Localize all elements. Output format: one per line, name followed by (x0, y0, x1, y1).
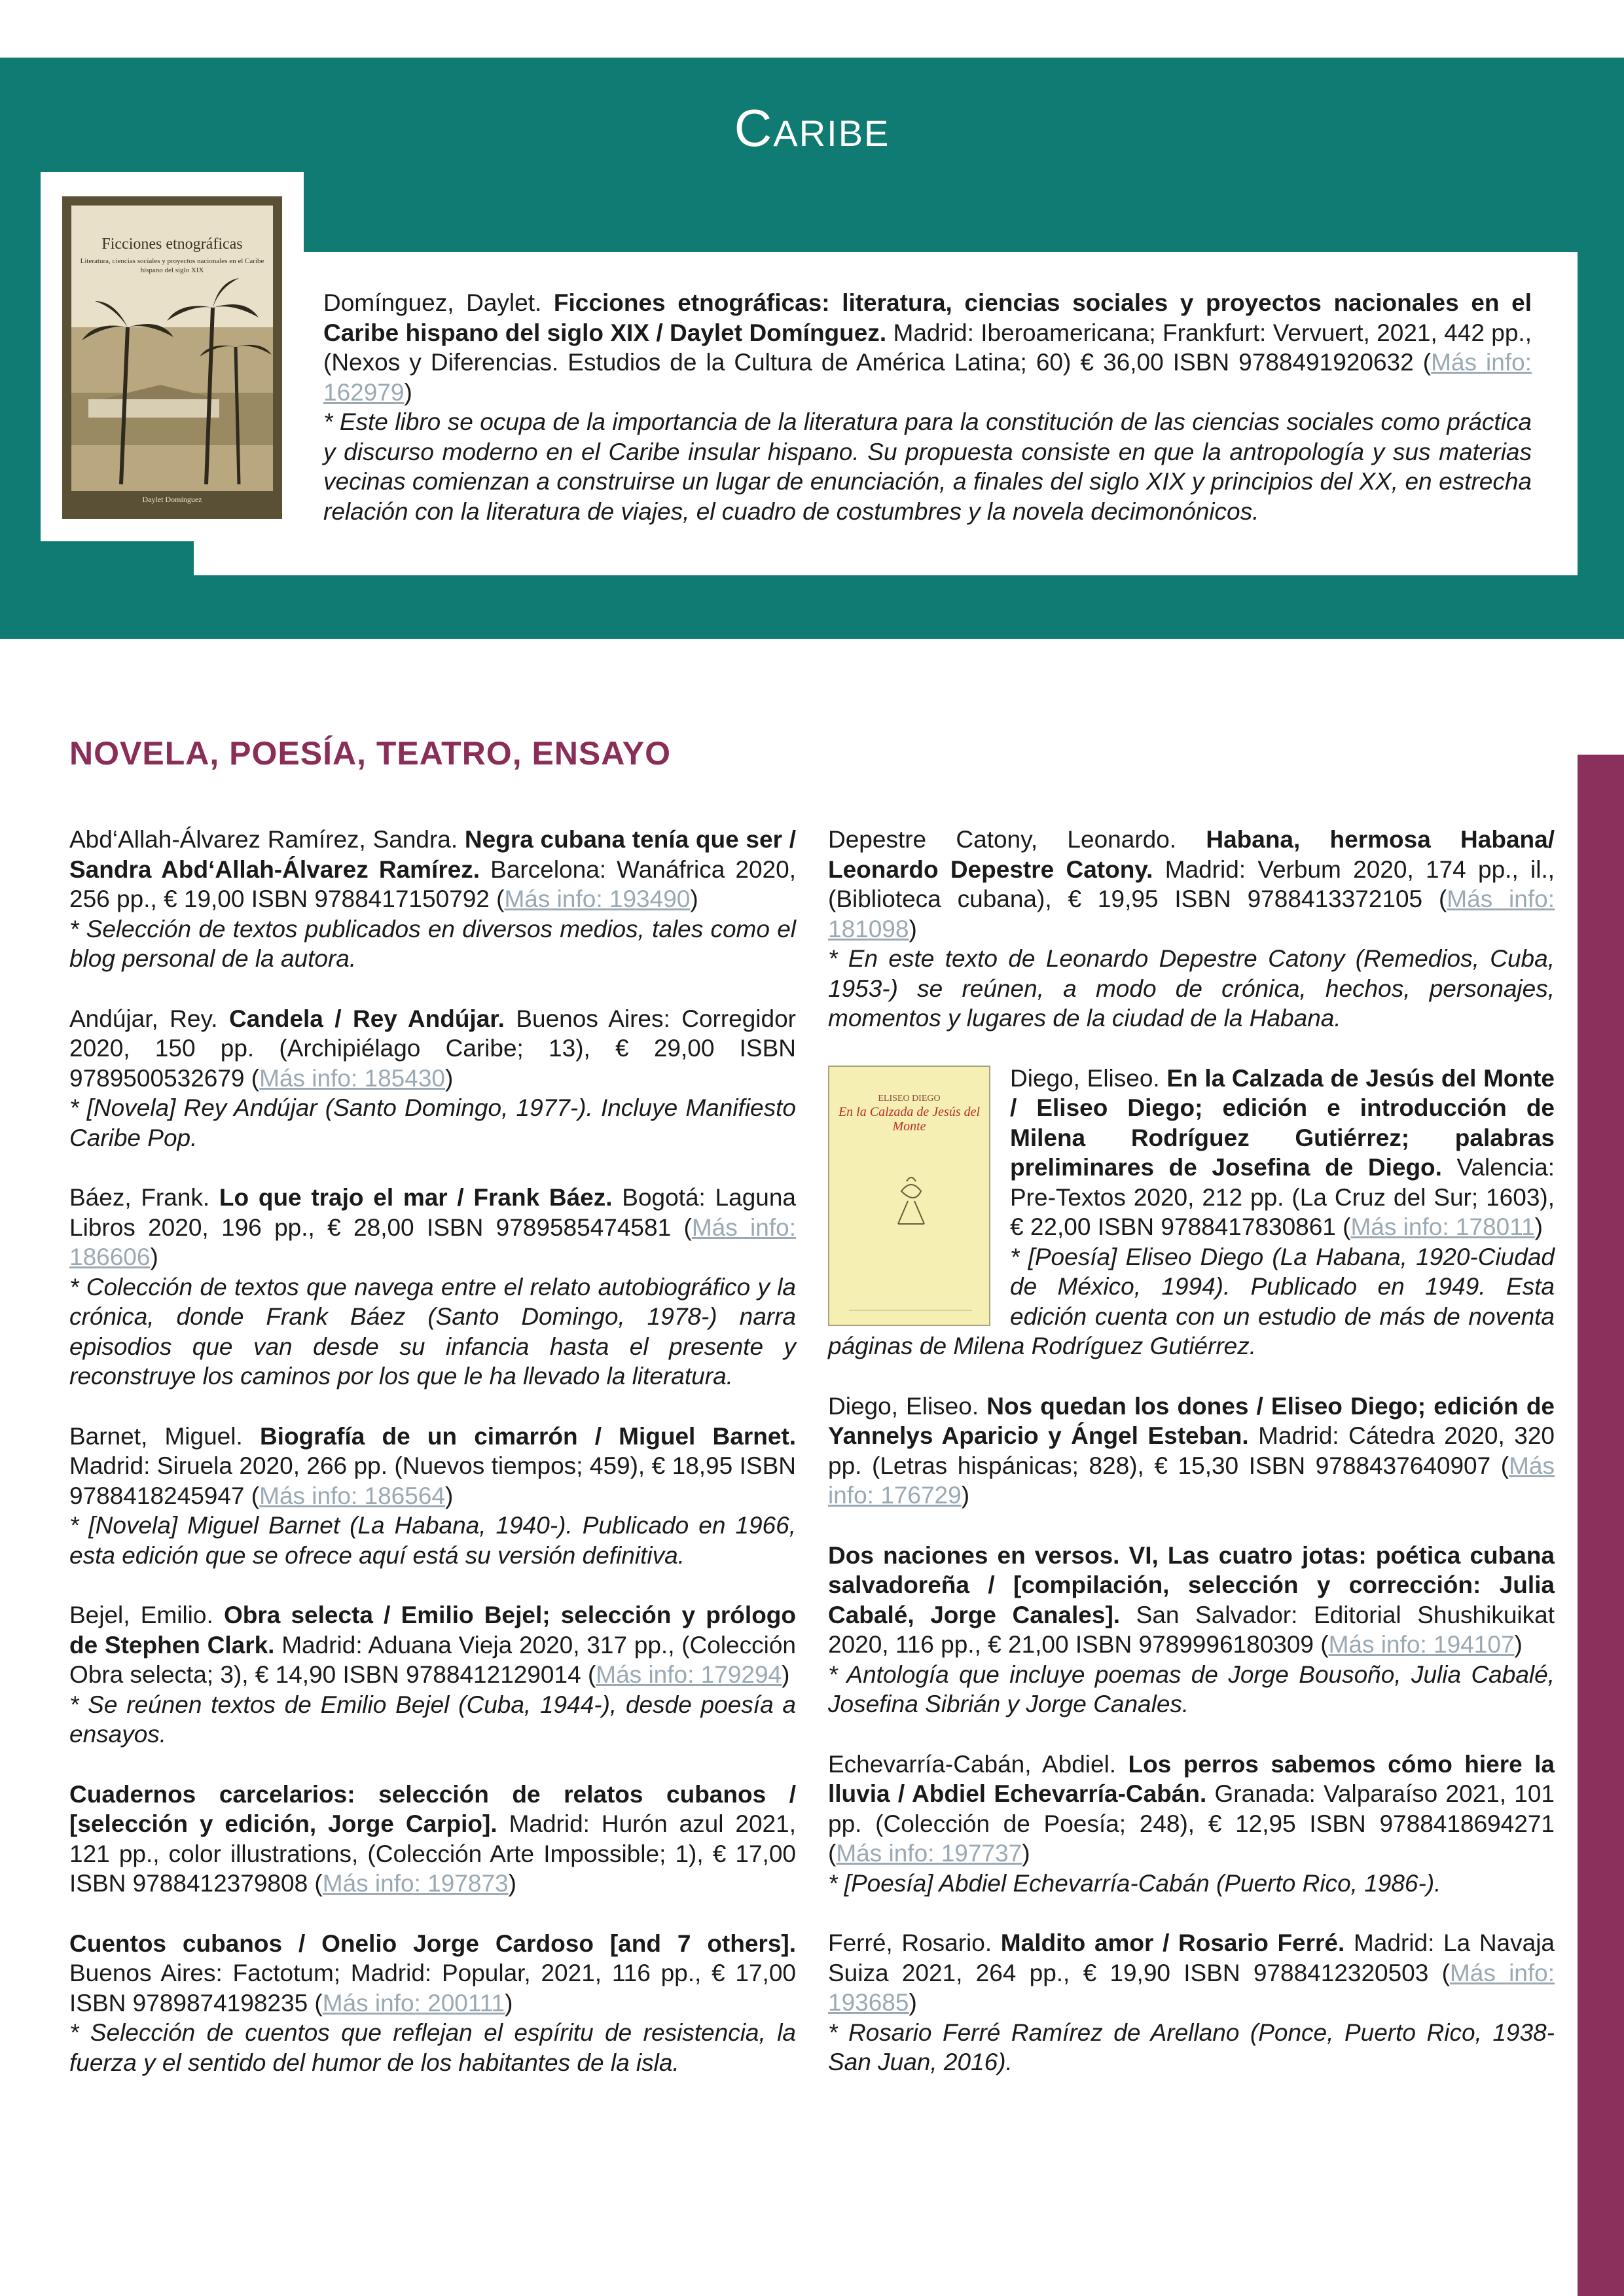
entry-note: * [Novela] Miguel Barnet (La Habana, 1940-). Publicado en 1966, esta edición que se ofrece aquí está su versión definitiva. (69, 1512, 796, 1569)
entry-note: * Selección de textos publicados en diversos medios, tales como el blog personal de la autora. (69, 915, 796, 972)
more-info-link[interactable]: Más info: 186564 (259, 1482, 445, 1509)
entry-title: Negra cubana tenía que ser / Sandra Abd‘Allah-Álvarez Ramírez. (69, 826, 796, 883)
more-info-link[interactable]: Más info: 197873 (322, 1870, 509, 1897)
entry-note: * [Poesía] Abdiel Echevarría-Cabán (Puerto Rico, 1986-). (828, 1869, 1441, 1897)
more-info-link[interactable]: Más info: 179294 (596, 1661, 782, 1688)
entry-publication: Madrid: Aduana Vieja 2020, 317 pp., (Colección Obra selecta; 3), € 14,90 ISBN 9788412129014 ( (69, 1631, 797, 1688)
entry-title: Los perros sabemos cómo hiere la lluvia / Abdiel Echevarría-Cabán. (828, 1750, 1555, 1807)
entry-publication: Barcelona: Wanáfrica 2020, 256 pp., € 19,00 ISBN 9788417150792 ( (69, 855, 796, 912)
bibliography-entry: Andújar, Rey. Candela / Rey Andújar. Buenos Aires: Corregidor 2020, 150 pp. (Archipiélago Caribe; 13), € 29,00 ISBN 9789500532679 (Más info: 185430) * [Novela] Rey Andújar (Santo Domingo, 1977-). Incluye Manifiesto Caribe Pop. (69, 1004, 796, 1153)
entry-author: Abd‘Allah-Álvarez Ramírez, Sandra. (69, 826, 458, 853)
entry-publication: Bogotá: Laguna Libros 2020, 196 pp., € 28,00 ISBN 9789585474581 ( (69, 1184, 796, 1241)
entry-publication: Madrid: Verbum 2020, 174 pp., il., (Biblioteca cubana), € 19,95 ISBN 9788413372105 ( (828, 855, 1555, 912)
entry-author: Barnet, Miguel. (69, 1422, 243, 1450)
entry-title: Cuadernos carcelarios: selección de relatos cubanos / [selección y edición, Jorge Carpio]. (69, 1780, 796, 1837)
entry-note: * Colección de textos que navega entre el relato autobiográfico y la crónica, donde Frank Báez (Santo Domingo, 1978-) narra episodios que van desde su infancia hasta el presente y reconstruye los caminos por los que le ha llevado la literatura. (69, 1273, 796, 1390)
cover-title: Ficciones etnográficas (101, 236, 243, 253)
cover-subtitle: Literatura, ciencias sociales y proyectos nacionales en el Caribe hispano del siglo XIX (80, 257, 264, 274)
bibliography-entry: Ferré, Rosario. Maldito amor / Rosario Ferré. Madrid: La Navaja Suiza 2021, 264 pp., € 19,90 ISBN 9788412320503 (Más info: 193685) * Rosario Ferré Ramírez de Arellano (Ponce, Puerto Rico, 1938-San Juan, 2016). (828, 1928, 1555, 2077)
more-info-link[interactable]: Más info: 200111 (322, 1989, 505, 2017)
bibliography-entry: Cuadernos carcelarios: selección de relatos cubanos / [selección y edición, Jorge Carpio]. Madrid: Hurón azul 2021, 121 pp., color illustrations, (Colección Arte Impossible; 1), € 17,00 ISBN 9788412379808 (Más info: 197873) (69, 1780, 796, 1897)
entry-title: Nos quedan los dones / Eliseo Diego; edición de Yannelys Aparicio y Ángel Esteban. (828, 1392, 1555, 1449)
bibliography-entry: Cuentos cubanos / Onelio Jorge Cardoso [and 7 others]. Buenos Aires: Factotum; Madrid: Popular, 2021, 116 pp., € 17,00 ISBN 9789874198235 (Más info: 200111) * Selección de cuentos que reflejan el espíritu de resistencia, la fuerza y el sentido del humor de los habitantes de la isla. (69, 1929, 796, 2078)
bibliography-entry: Echevarría-Cabán, Abdiel. Los perros sabemos cómo hiere la lluvia / Abdiel Echevarría-Cabán. Granada: Valparaíso 2021, 101 pp. (Colección de Poesía; 248), € 12,95 ISBN 9788418694271 (Más info: 197737) * [Poesía] Abdiel Echevarría-Cabán (Puerto Rico, 1986-). (828, 1749, 1555, 1899)
more-info-link[interactable]: Más info: 176729 (828, 1452, 1555, 1509)
entry-title: Ficciones etnográficas: literatura, ciencias sociales y proyectos nacionales en el Caribe hispano del siglo XIX / Daylet Domínguez. (323, 289, 1532, 346)
entry-note: * Selección de cuentos que reflejan el espíritu de resistencia, la fuerza y el sentido del humor de los habitantes de la isla. (69, 2019, 796, 2076)
cover-title: En la Calzada de Jesús del Monte (838, 1104, 981, 1134)
entry-publication: Madrid: Cátedra 2020, 320 pp. (Letras hispánicas; 828), € 15,30 ISBN 9788437640907 ( (828, 1422, 1555, 1479)
cover-author: Daylet Domínguez (142, 495, 202, 504)
left-column (69, 825, 796, 2108)
bibliography-entry: Abd‘Allah-Álvarez Ramírez, Sandra. Negra cubana tenía que ser / Sandra Abd‘Allah-Álvarez Ramírez. Barcelona: Wanáfrica 2020, 256 pp., € 19,00 ISBN 9788417150792 (Más info: 193490) * Selección de textos publicados en diversos medios, tales como el blog personal de la autora. (69, 825, 796, 974)
entry-publication: Madrid: Iberoamericana; Frankfurt: Vervuert, 2021, 442 pp., (Nexos y Diferencias. Estudios de la Cultura de América Latina; 60) € 36,00 ISBN 9788491920632 ( (323, 319, 1532, 376)
more-info-link[interactable]: Más info: 193490 (504, 886, 691, 912)
more-info-link[interactable]: Más info: 178011 (1350, 1213, 1535, 1240)
more-info-link[interactable]: Más info: 193685 (828, 1959, 1555, 2016)
entry-author: Andújar, Rey. (69, 1005, 218, 1032)
bibliography-entry: Dos naciones en versos. VI, Las cuatro jotas: poética cubana salvadoreña / [compilación, selección y corrección: Julia Cabalé, Jorge Canales]. San Salvador: Editorial Shushikuikat 2020, 116 pp., € 21,00 ISBN 9789996180309 (Más info: 194107) * Antología que incluye poemas de Jorge Bousoño, Julia Cabalé, Josefina Sibrián y Jorge Canales. (828, 1541, 1555, 1719)
entry-title: Biografía de un cimarrón / Miguel Barnet. (259, 1422, 796, 1450)
featured-entry: Domínguez, Daylet. Ficciones etnográficas: literatura, ciencias sociales y proyectos nacionales en el Caribe hispano del siglo XIX / Daylet Domínguez. Madrid: Iberoamericana; Frankfurt: Vervuert, 2021, 442 pp., (Nexos y Diferencias. Estudios de la Cultura de América Latina; 60) € 36,00 ISBN 9788491920632 (Más info: 162979) * Este libro se ocupa de la importancia de la literatura para la constitución de las ciencias sociales como práctica y discurso moderno en el Caribe insular hispano. Su propuesta consiste en que la antropología y sus materias vecinas comienzan a construirse un lugar de enunciación, a finales del siglo XIX y principios del XX, en estrecha relación con la literatura de viajes, el cuadro de costumbres y la novela decimonónicos. (323, 288, 1532, 526)
entry-author: Diego, Eliseo. (828, 1392, 979, 1420)
entry-title: Candela / Rey Andújar. (228, 1005, 505, 1032)
entry-author: Bejel, Emilio. (69, 1602, 213, 1628)
entry-title: En la Calzada de Jesús del Monte / Eliseo Diego; edición e introducción de Milena Rodríguez Gutiérrez; palabras preliminares de Josefina de Diego. (1010, 1064, 1555, 1181)
entry-author: Depestre Catony, Leonardo. (828, 826, 1177, 853)
entry-title: Habana, hermosa Habana/ Leonardo Depestre Catony. (828, 826, 1555, 883)
entry-author: Ferré, Rosario. (828, 1929, 992, 1956)
entry-note: * [Poesía] Eliseo Diego (La Habana, 1920-Ciudad de México, 1994). Publicado en 1949. Esta edición cuenta con un estudio de más de noventa páginas de Milena Rodríguez Gutiérrez. (828, 1243, 1555, 1359)
entry-publication: Buenos Aires: Corregidor 2020, 150 pp. (Archipiélago Caribe; 13), € 29,00 ISBN 9789500532679 ( (69, 1005, 796, 1092)
more-info-link[interactable]: Más info: 162979 (323, 349, 1532, 406)
entry-note: * [Novela] Rey Andújar (Santo Domingo, 1977-). Incluye Manifiesto Caribe Pop. (69, 1094, 796, 1151)
entry-publication: Valencia: Pre-Textos 2020, 212 pp. (La Cruz del Sur; 1603), € 22,00 ISBN 9788417830861 ( (1010, 1154, 1555, 1240)
entry-publication: San Salvador: Editorial Shushikuikat 2020, 116 pp., € 21,00 ISBN 9789996180309 ( (828, 1601, 1555, 1658)
bibliography-entry: Barnet, Miguel. Biografía de un cimarrón / Miguel Barnet. Madrid: Siruela 2020, 266 pp. (Nuevos tiempos; 459), € 18,95 ISBN 9788418245947 (Más info: 186564) * [Novela] Miguel Barnet (La Habana, 1940-). Publicado en 1966, esta edición que se ofrece aquí está su versión definitiva. (69, 1422, 796, 1571)
section-heading: NOVELA, POESÍA, TEATRO, ENSAYO (69, 735, 672, 772)
cover-author: ELISEO DIEGO (878, 1093, 941, 1103)
entry-author: Echevarría-Cabán, Abdiel. (828, 1750, 1117, 1778)
bibliography-entry: Báez, Frank. Lo que trajo el mar / Frank Báez. Bogotá: Laguna Libros 2020, 196 pp., € 28,00 ISBN 9789585474581 (Más info: 186606) * Colección de textos que navega entre el relato autobiográfico y la crónica, donde Frank Báez (Santo Domingo, 1978-) narra episodios que van desde su infancia hasta el presente y reconstruye los caminos por los que le ha llevado la literatura. (69, 1183, 796, 1391)
entry-note: * Este libro se ocupa de la importancia de la literatura para la constitución de las ciencias sociales como práctica y discurso moderno en el Caribe insular hispano. Su propuesta consiste en que la antropología y sus materias vecinas comienzan a construirse un lugar de enunciación, a finales del siglo XIX y principios del XX, en estrecha relación con la literatura de viajes, el cuadro de costumbres y la novela decimonónicos. (323, 408, 1532, 525)
entry-publication: Buenos Aires: Factotum; Madrid: Popular, 2021, 116 pp., € 17,00 ISBN 9789874198235 ( (69, 1960, 796, 2017)
cover-vignette (829, 1067, 992, 1327)
bibliography-entry: Bejel, Emilio. Obra selecta / Emilio Bejel; selección y prólogo de Stephen Clark. Madrid: Aduana Vieja 2020, 317 pp., (Colección Obra selecta; 3), € 14,90 ISBN 9788412129014 (Más info: 179294) * Se reúnen textos de Emilio Bejel (Cuba, 1944-), desde poesía a ensayos. (69, 1600, 796, 1749)
entry-publication: Madrid: Hurón azul 2021, 121 pp., color illustrations, (Colección Arte Impossible; 1), € 17,00 ISBN 9788412379808 ( (69, 1810, 796, 1897)
page-title: Caribe (734, 99, 890, 157)
bibliography-entry: ELISEO DIEGO En la Calzada de Jesús del Monte Diego, Eliseo. En la Calzada de Jesús del Monte / Eliseo Diego; edición e introducción de Milena Rodríguez Gutiérrez; palabras preliminares de Josefina de Diego. Valencia: Pre-Textos 2020, 212 pp. (La Cruz del Sur; 1603), € 22,00 ISBN 9788417830861 (Más info: 178011) * [Poesía] Eliseo Diego (La Habana, 1920-Ciudad de México, 1994). Publicado en 1949. Esta edición cuenta con un estudio de más de noventa páginas de Milena Rodríguez Gutiérrez. (828, 1064, 1555, 1361)
entry-title: Dos naciones en versos. VI, Las cuatro jotas: poética cubana salvadoreña / [compilación, selección y corrección: Julia Cabalé, Jorge Canales]. (828, 1541, 1555, 1628)
entry-title: Cuentos cubanos / Onelio Jorge Cardoso [and 7 others]. (69, 1929, 796, 1957)
entry-title: Lo que trajo el mar / Frank Báez. (219, 1184, 613, 1211)
entry-note: * Antología que incluye poemas de Jorge Bousoño, Julia Cabalé, Josefina Sibrián y Jorge Canales. (828, 1660, 1555, 1717)
side-accent-bar (1578, 755, 1624, 2296)
entry-title: Maldito amor / Rosario Ferré. (1000, 1929, 1345, 1956)
entry-publication: Granada: Valparaíso 2021, 101 pp. (Colección de Poesía; 248), € 12,95 ISBN 9788418694271 ( (828, 1780, 1555, 1867)
book-cover[interactable] (828, 1066, 990, 1326)
right-column (828, 825, 1555, 2108)
bibliography-entry: Diego, Eliseo. Nos quedan los dones / Eliseo Diego; edición de Yannelys Aparicio y Ángel Esteban. Madrid: Cátedra 2020, 320 pp. (Letras hispánicas; 828), € 15,30 ISBN 9788437640907 (Más info: 176729) (828, 1392, 1555, 1509)
more-info-link[interactable]: Más info: 185430 (259, 1064, 445, 1092)
entry-author: Báez, Frank. (69, 1184, 210, 1211)
entry-title: Obra selecta / Emilio Bejel; selección y prólogo de Stephen Clark. (69, 1602, 796, 1659)
entry-author: Domínguez, Daylet. (323, 289, 542, 316)
more-info-link[interactable]: Más info: 181098 (828, 886, 1555, 942)
more-info-link[interactable]: Más info: 186606 (69, 1213, 796, 1270)
entry-author: Diego, Eliseo. (1010, 1064, 1160, 1092)
entry-publication: Madrid: La Navaja Suiza 2021, 264 pp., € 19,90 ISBN 9788412320503 ( (828, 1929, 1555, 1986)
entry-note: * Rosario Ferré Ramírez de Arellano (Ponce, Puerto Rico, 1938-San Juan, 2016). (828, 2018, 1555, 2075)
entry-publication: Madrid: Siruela 2020, 266 pp. (Nuevos tiempos; 459), € 18,95 ISBN 9788418245947 ( (69, 1452, 796, 1509)
more-info-link[interactable]: Más info: 194107 (1328, 1631, 1515, 1658)
featured-book-cover[interactable] (62, 196, 282, 519)
entry-note: * En este texto de Leonardo Depestre Catony (Remedios, Cuba, 1953-) se reúnen, a modo de crónica, hechos, personajes, momentos y lugares de la ciudad de la Habana. (828, 945, 1555, 1031)
more-info-link[interactable]: Más info: 197737 (836, 1840, 1022, 1867)
bibliography-entry: Depestre Catony, Leonardo. Habana, hermosa Habana/ Leonardo Depestre Catony. Madrid: Verbum 2020, 174 pp., il., (Biblioteca cubana), € 19,95 ISBN 9788413372105 (Más info: 181098) * En este texto de Leonardo Depestre Catony (Remedios, Cuba, 1953-) se reúnen, a modo de crónica, hechos, personajes, momentos y lugares de la ciudad de la Habana. (828, 825, 1555, 1033)
entry-note: * Se reúnen textos de Emilio Bejel (Cuba, 1944-), desde poesía a ensayos. (69, 1691, 796, 1748)
